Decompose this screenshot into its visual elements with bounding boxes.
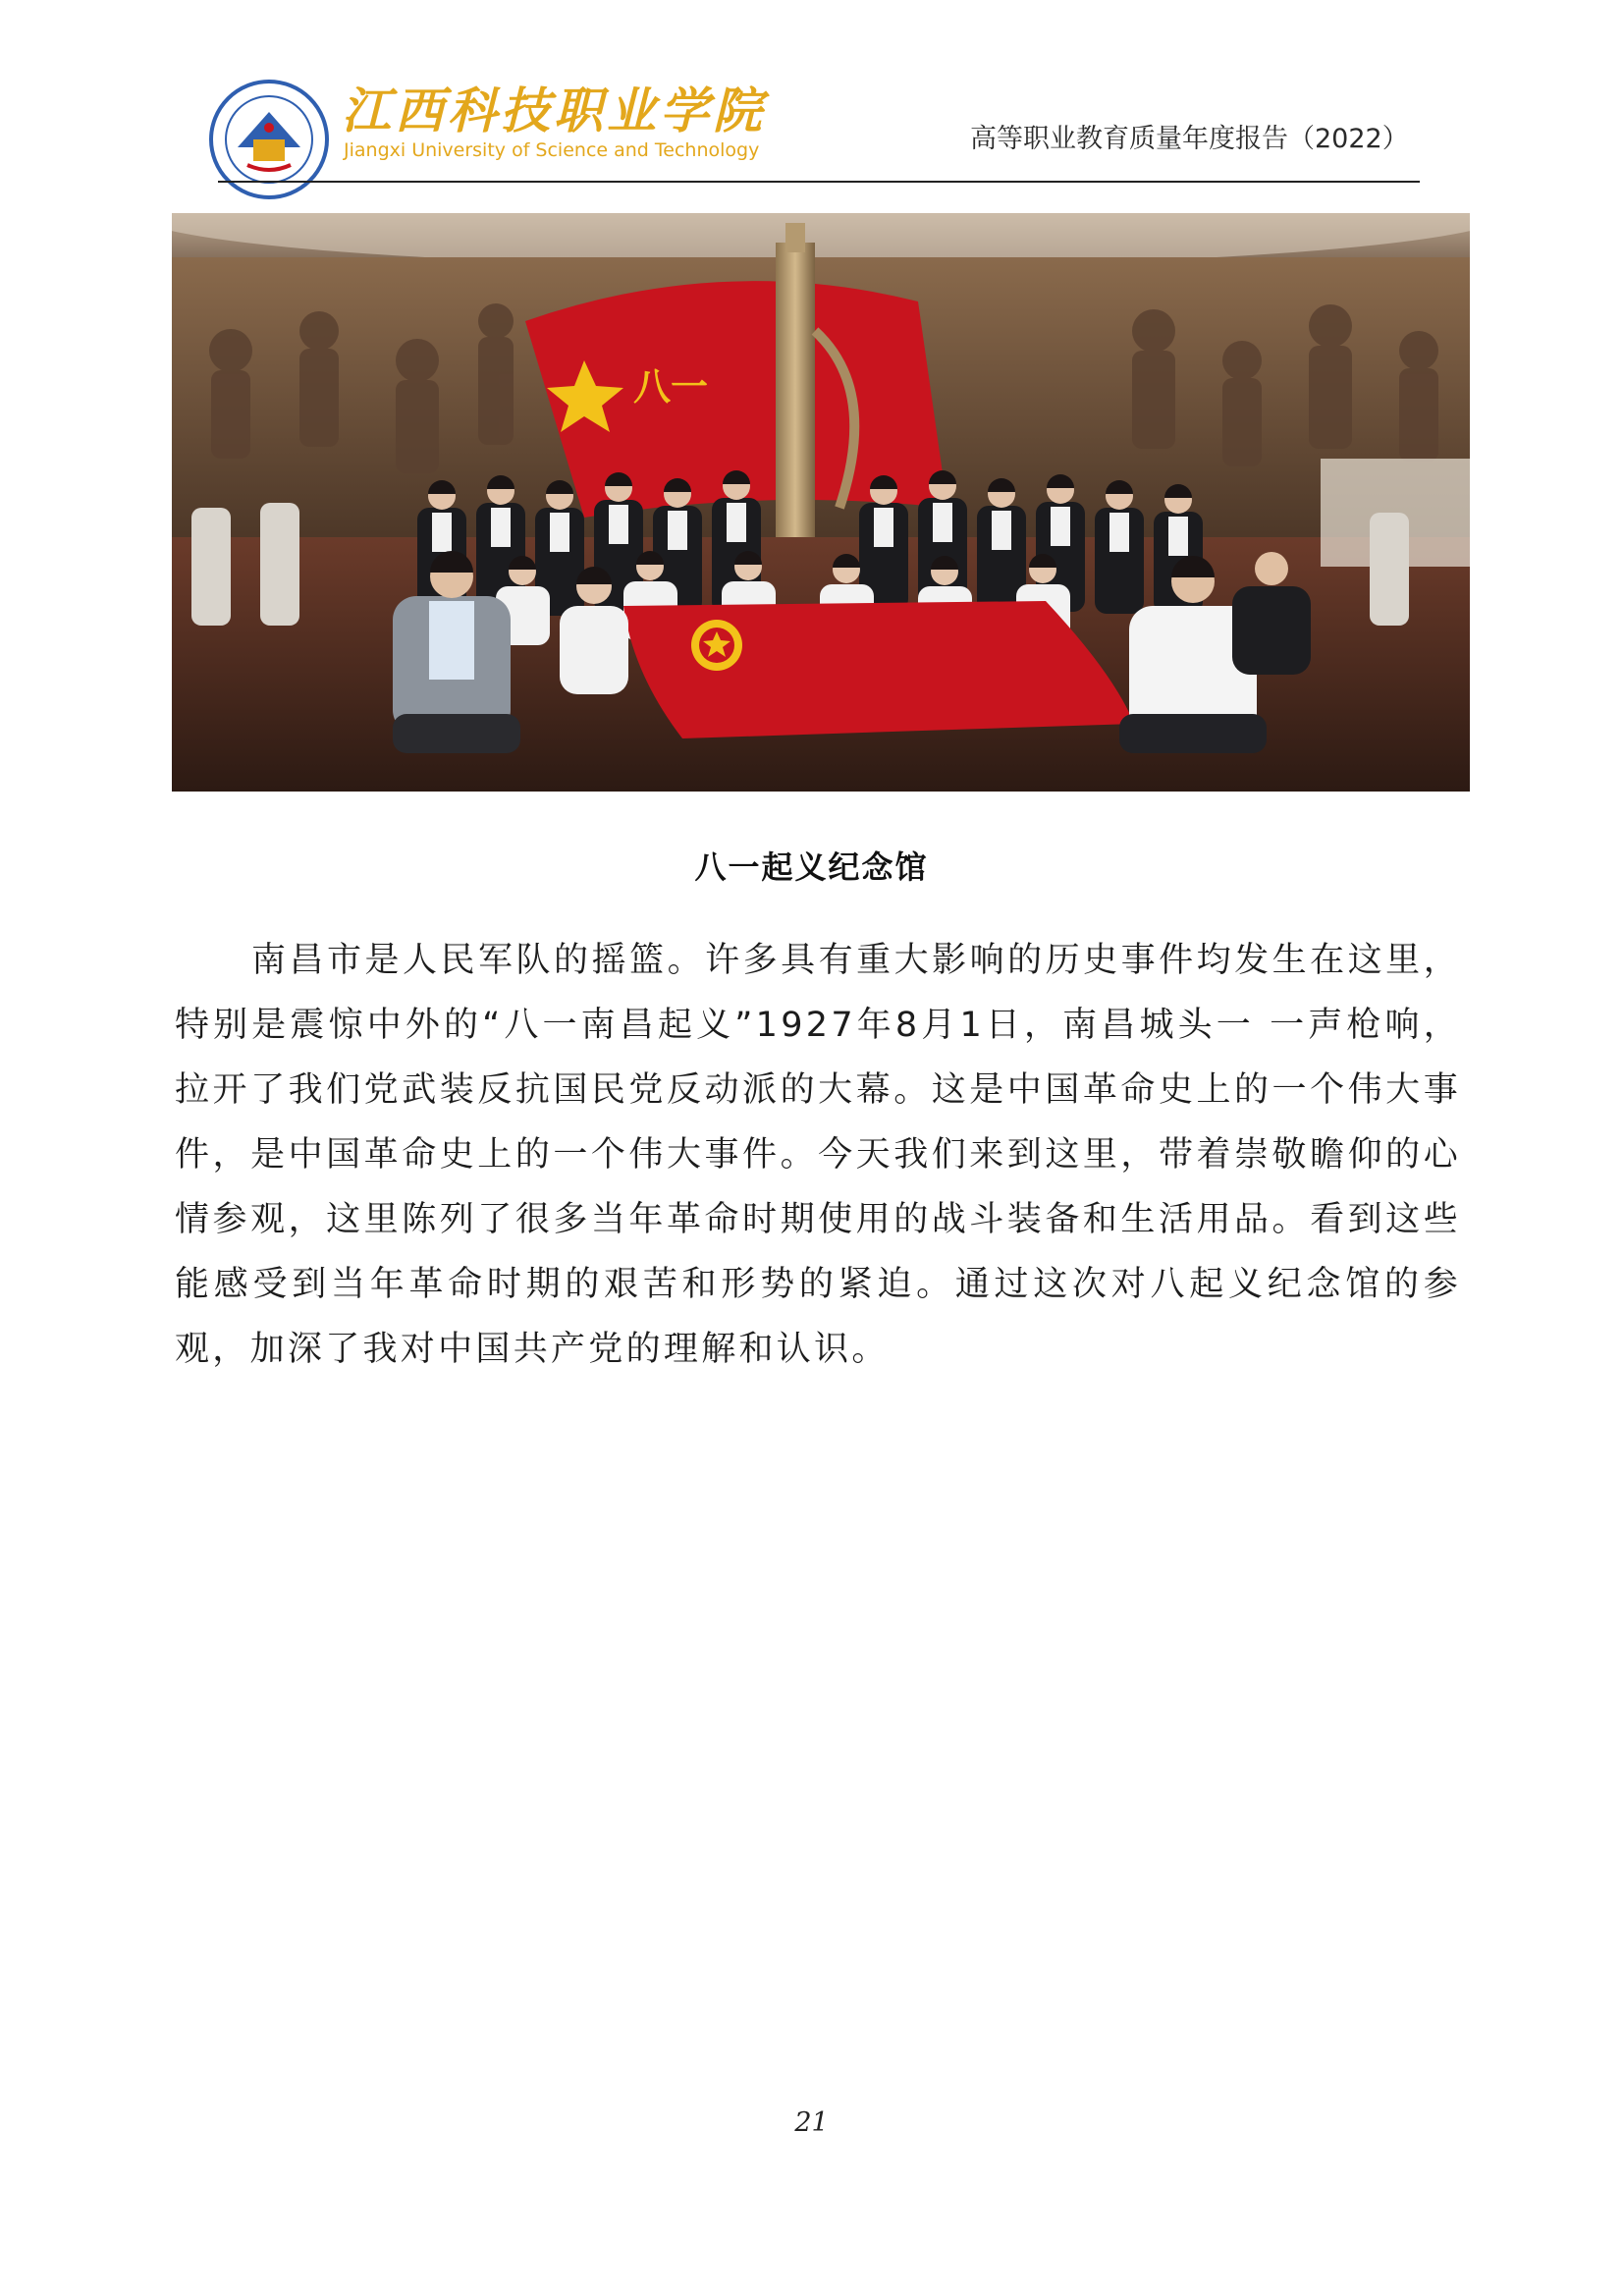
photo-caption: 八一起义纪念馆 xyxy=(694,848,929,886)
header-divider xyxy=(218,181,1420,183)
report-title: 高等职业教育质量年度报告（2022） xyxy=(970,124,1409,154)
page-header xyxy=(0,0,1623,196)
page-number: 21 xyxy=(794,2107,829,2138)
school-name-cn: 江西科技职业学院 xyxy=(342,82,766,139)
banner-text: 八一 xyxy=(633,365,709,409)
school-name-en: Jiangxi University of Science and Technology xyxy=(344,139,760,161)
group-photo-memorial-hall xyxy=(172,213,1470,792)
body-paragraph: 南昌市是人民军队的摇篮。许多具有重大影响的历史事件均发生在这里，特别是震惊中外的“八一南昌起义”1927年8月1日，南昌城头一 一声枪响，拉开了我们党武装反抗国民党反动派的大幕。这是中国革命史上的一个伟大事件，是中国革命史上的一个伟大事件。今天我们来到这里，带着崇敬瞻仰的心情参观，这里陈列了很多当年革命时期使用的战斗装备和生活用品。看到这些能感受到当年革命时期的艰苦和形势的紧迫。通过这次对八起义纪念馆的参观，加深了我对中国共产党的理解和认识。 xyxy=(175,941,1461,1369)
